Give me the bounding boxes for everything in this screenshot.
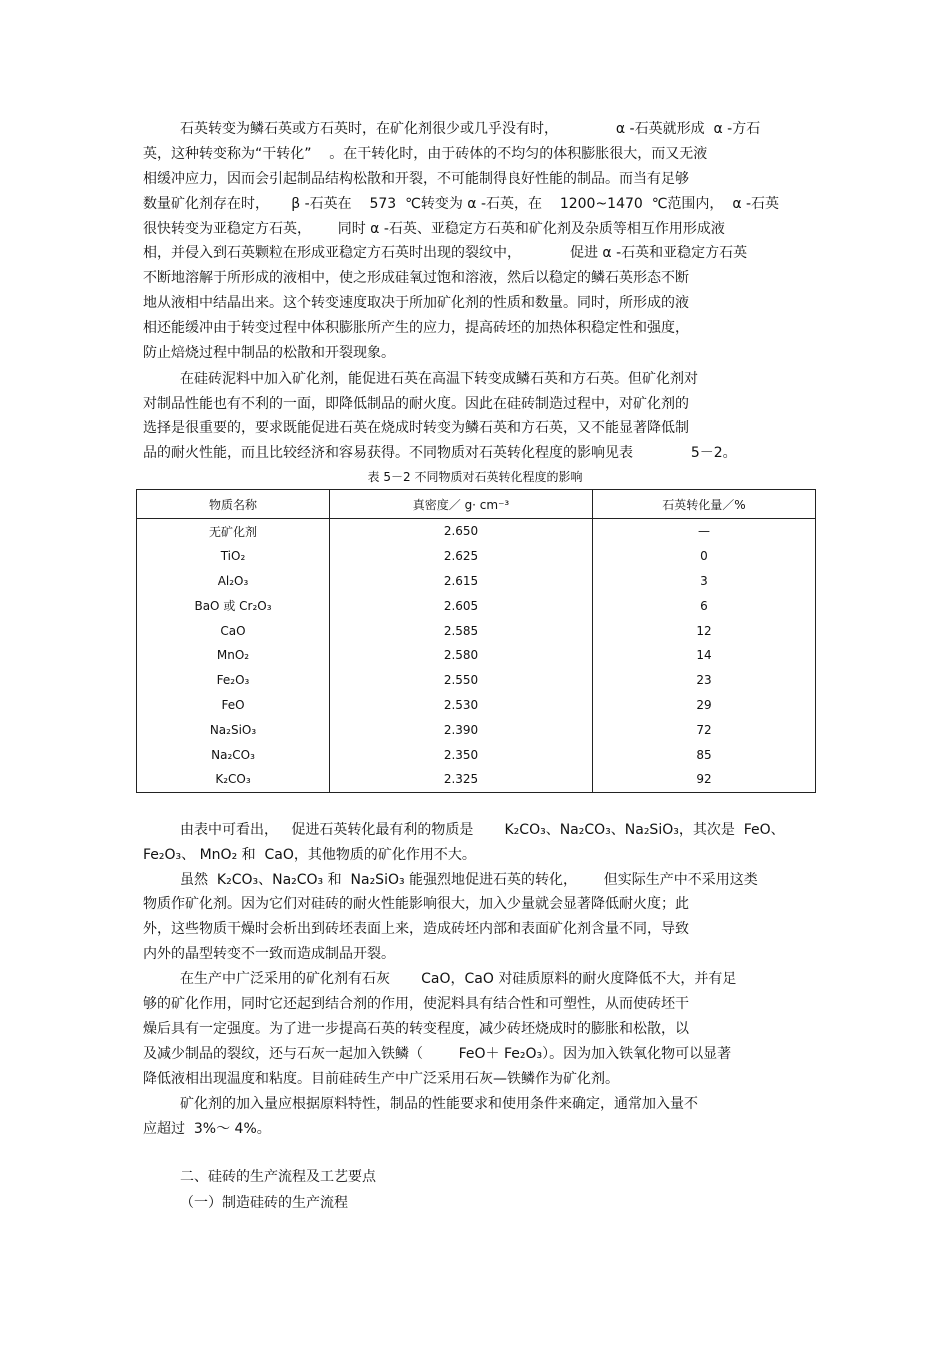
cell-substance: K₂CO₃ xyxy=(137,767,330,792)
cell-conversion: 29 xyxy=(593,693,816,718)
cell-density: 2.615 xyxy=(330,569,593,594)
text-line: 数量矿化剂存在时， β -石英在 573 ℃转变为 α -石英，在 1200~1470 ℃范围内， α -石英 xyxy=(143,196,780,212)
text-line: 相还能缓冲由于转变过程中体积膨胀所产生的应力，提高砖坯的加热体积稳定性和强度， xyxy=(143,320,689,336)
text-line: 选择是很重要的，要求既能促进石英在烧成时转变为鳞石英和方石英，又不能显著降低制 xyxy=(143,420,689,436)
cell-conversion: 14 xyxy=(593,643,816,668)
cell-density: 2.650 xyxy=(330,519,593,544)
text-line: 在生产中广泛采用的矿化剂有石灰 CaO，CaO 对硅质原料的耐火度降低不大，并有足 xyxy=(180,971,737,987)
text-line: 降低液相出现温度和粘度。目前硅砖生产中广泛采用石灰—铁鳞作为矿化剂。 xyxy=(143,1071,619,1087)
cell-conversion: 12 xyxy=(593,618,816,643)
cell-conversion: 72 xyxy=(593,717,816,742)
table-row xyxy=(137,767,816,792)
table-caption: 表 5－2 不同物质对石英转化程度的影响 xyxy=(367,470,583,484)
cell-density: 2.625 xyxy=(330,544,593,569)
table-row xyxy=(137,643,816,668)
cell-conversion: 23 xyxy=(593,668,816,693)
column-header-substance: 物质名称 xyxy=(137,490,330,519)
cell-substance: Al₂O₃ xyxy=(137,569,330,594)
text-line: 应超过 3%～ 4%。 xyxy=(143,1121,271,1137)
cell-substance: Fe₂O₃ xyxy=(137,668,330,693)
text-line: 及减少制品的裂纹，还与石灰一起加入铁鳞（ FeO＋ Fe₂O₃）。因为加入铁氧化物可以显著 xyxy=(143,1046,732,1062)
table-row xyxy=(137,618,816,643)
cell-density: 2.580 xyxy=(330,643,593,668)
table-row xyxy=(137,519,816,544)
text-line: 由表中可看出， 促进石英转化最有利的物质是 K₂CO₃、Na₂CO₃、Na₂SiO₃，其次是 FeO、 xyxy=(180,822,785,838)
table-row xyxy=(137,693,816,718)
cell-conversion: 0 xyxy=(593,544,816,569)
cell-density: 2.390 xyxy=(330,717,593,742)
cell-conversion: 6 xyxy=(593,593,816,618)
text-line: 内外的晶型转变不一致而造成制品开裂。 xyxy=(143,946,395,962)
cell-substance: TiO₂ xyxy=(137,544,330,569)
cell-density: 2.605 xyxy=(330,593,593,618)
section-heading: 二、硅砖的生产流程及工艺要点 xyxy=(180,1169,376,1185)
text-line: 物质作矿化剂。因为它们对硅砖的耐火性能影响很大，加入少量就会显著降低耐火度；此 xyxy=(143,896,689,912)
text-line: 地从液相中结晶出来。这个转变速度取决于所加矿化剂的性质和数量。同时，所形成的液 xyxy=(143,295,689,311)
cell-density: 2.550 xyxy=(330,668,593,693)
cell-density: 2.585 xyxy=(330,618,593,643)
column-header-density: 真密度／ g· cm⁻³ xyxy=(330,490,593,519)
text-line: 在硅砖泥料中加入矿化剂，能促进石英在高温下转变成鳞石英和方石英。但矿化剂对 xyxy=(180,371,698,387)
text-line: 相缓冲应力，因而会引起制品结构松散和开裂，不可能制得良好性能的制品。而当有足够 xyxy=(143,171,689,187)
cell-density: 2.350 xyxy=(330,742,593,767)
quartz-conversion-table xyxy=(136,489,816,793)
cell-density: 2.530 xyxy=(330,693,593,718)
cell-substance: Na₂SiO₃ xyxy=(137,717,330,742)
text-line: 英，这种转变称为“干转化” 。在干转化时，由于砖体的不均匀的体积膨胀很大，而又无液 xyxy=(143,146,708,162)
cell-conversion: 85 xyxy=(593,742,816,767)
cell-conversion: 3 xyxy=(593,569,816,594)
table-row xyxy=(137,544,816,569)
column-header-conversion: 石英转化量／% xyxy=(593,490,816,519)
table-row xyxy=(137,593,816,618)
text-line: 不断地溶解于所形成的液相中，使之形成硅氧过饱和溶液，然后以稳定的鳞石英形态不断 xyxy=(143,270,689,286)
cell-substance: MnO₂ xyxy=(137,643,330,668)
subsection-heading: （一）制造硅砖的生产流程 xyxy=(180,1195,348,1211)
cell-substance: CaO xyxy=(137,618,330,643)
table-header-row xyxy=(137,490,816,519)
text-line: 石英转变为鳞石英或方石英时，在矿化剂很少或几乎没有时， α -石英就形成 α -方石 xyxy=(180,121,761,137)
cell-substance: FeO xyxy=(137,693,330,718)
text-line: 品的耐火性能，而且比较经济和容易获得。不同物质对石英转化程度的影响见表 5－2。 xyxy=(143,445,737,461)
text-line: Fe₂O₃、 MnO₂ 和 CaO，其他物质的矿化作用不大。 xyxy=(143,847,476,863)
cell-substance: 无矿化剂 xyxy=(137,519,330,544)
table-row xyxy=(137,569,816,594)
table-row xyxy=(137,742,816,767)
table-row xyxy=(137,668,816,693)
text-line: 防止焙烧过程中制品的松散和开裂现象。 xyxy=(143,345,395,361)
cell-density: 2.325 xyxy=(330,767,593,792)
text-line: 矿化剂的加入量应根据原料特性，制品的性能要求和使用条件来确定，通常加入量不 xyxy=(180,1096,698,1112)
cell-substance: Na₂CO₃ xyxy=(137,742,330,767)
cell-substance: BaO 或 Cr₂O₃ xyxy=(137,593,330,618)
cell-conversion: 92 xyxy=(593,767,816,792)
text-line: 很快转变为亚稳定方石英， 同时 α -石英、亚稳定方石英和矿化剂及杂质等相互作用形成液 xyxy=(143,221,725,237)
text-line: 够的矿化作用，同时它还起到结合剂的作用，使泥料具有结合性和可塑性，从而使砖坯干 xyxy=(143,996,689,1012)
text-line: 燥后具有一定强度。为了进一步提高石英的转变程度，减少砖坯烧成时的膨胀和松散，以 xyxy=(143,1021,689,1037)
text-line: 外，这些物质干燥时会析出到砖坯表面上来，造成砖坯内部和表面矿化剂含量不同，导致 xyxy=(143,921,689,937)
text-line: 虽然 K₂CO₃、Na₂CO₃ 和 Na₂SiO₃ 能强烈地促进石英的转化， 但实际生产中不采用这类 xyxy=(180,872,758,888)
text-line: 对制品性能也有不利的一面，即降低制品的耐火度。因此在硅砖制造过程中，对矿化剂的 xyxy=(143,396,689,412)
table-row xyxy=(137,717,816,742)
cell-conversion: — xyxy=(593,519,816,544)
text-line: 相，并侵入到石英颗粒在形成亚稳定方石英时出现的裂纹中， 促进 α -石英和亚稳定方石英 xyxy=(143,245,748,261)
